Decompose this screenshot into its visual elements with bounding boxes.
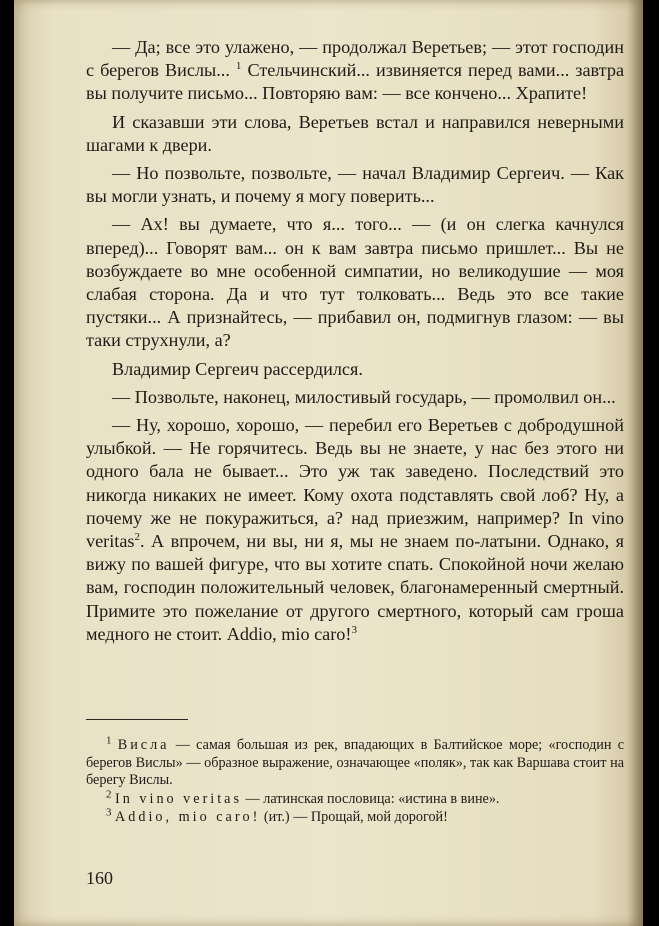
footnote-mark: 1	[235, 60, 242, 73]
main-text	[86, 36, 624, 651]
footnote-text: — самая большая из рек, впадающих в Балтийское море; «господин с берегов Вислы» — образное выражение, означающее «поляк», так как Варшава стоит на берегу Вислы.	[86, 737, 625, 788]
paragraph-text: — Ну, хорошо, хорошо, — перебил его Веретьев с добродушной улыбкой. — Не горячитесь. Ведь вы не знаете, у нас без этого ни одного бала не бывает... Это уж так заведено. Последствий это никогда никаких не имеет. Кому охота подставлять свой лоб? Ну, а почему же не покуражиться, а? над приезжим, например? In vino veritas	[86, 415, 624, 552]
footnote-term: Висла	[117, 737, 170, 753]
footnote	[86, 806, 624, 827]
paragraph: — Но позвольте, позвольте, — начал Владимир Сергеич. — Как вы могли узнать, и почему я могу поверить...	[86, 163, 624, 207]
footnote-mark: 2	[134, 531, 140, 543]
paragraph: И сказавши эти слова, Веретьев встал и направился неверными шагами к двери.	[86, 111, 624, 155]
footnote-text: — латинская пословица: «истина в вине».	[242, 790, 500, 807]
footnote	[86, 787, 624, 809]
footnotes	[86, 734, 625, 828]
footnote-term: In vino veritas	[115, 790, 242, 807]
footnote-number: 1	[106, 734, 112, 747]
paragraph: — Ах! вы думаете, что я... того... — (и он слегка качнулся вперед)... Говорят вам... он к вам завтра письмо пришлет... Вы не возбуждаете во мне особенной симпатии, но великодушие — моя слабая сторона. Да и что тут толковать... Ведь это все такие пустяки... А признайтесь, — прибавил он, подмигнув глазом: — вы таки струхнули, а?	[86, 214, 624, 351]
paragraph-text: . А впрочем, ни вы, ни я, мы не знаем по-латыни. Однако, я вижу по вашей фигуре, что вы хотите спать. Спокойной ночи желаю вам, господин положительный человек, благонамеренный смертный. Примите это пожелание от другого смертного, который сам гроша медного не стоит. Addio, mio caro!	[86, 531, 624, 644]
footnote-term: Addio, mio caro!	[115, 809, 261, 825]
footnote-divider	[86, 719, 188, 720]
footnote-text: (ит.) — Прощай, мой дорогой!	[260, 809, 448, 825]
page-gutter-shadow	[627, 0, 643, 926]
paragraph	[86, 36, 624, 106]
paragraph: — Позвольте, наконец, милостивый государь, — промолвил он...	[112, 386, 616, 407]
paragraph-text: Стельчинский... извиняется перед вами... завтра вы получите письмо... Повторяю вам: — все кончено... Храпите!	[86, 60, 625, 104]
footnote-number: 2	[106, 787, 112, 800]
footnote	[86, 734, 625, 790]
paragraph-text: — Да; все это улажено, — продолжал Веретьев; — этот господин с берегов Вислы...	[86, 37, 624, 81]
paragraph	[86, 414, 624, 646]
footnote-mark: 3	[351, 623, 357, 636]
footnote-number: 3	[106, 806, 112, 819]
page-number: 160	[86, 868, 113, 888]
paragraph: Владимир Сергеич рассердился.	[112, 358, 363, 379]
